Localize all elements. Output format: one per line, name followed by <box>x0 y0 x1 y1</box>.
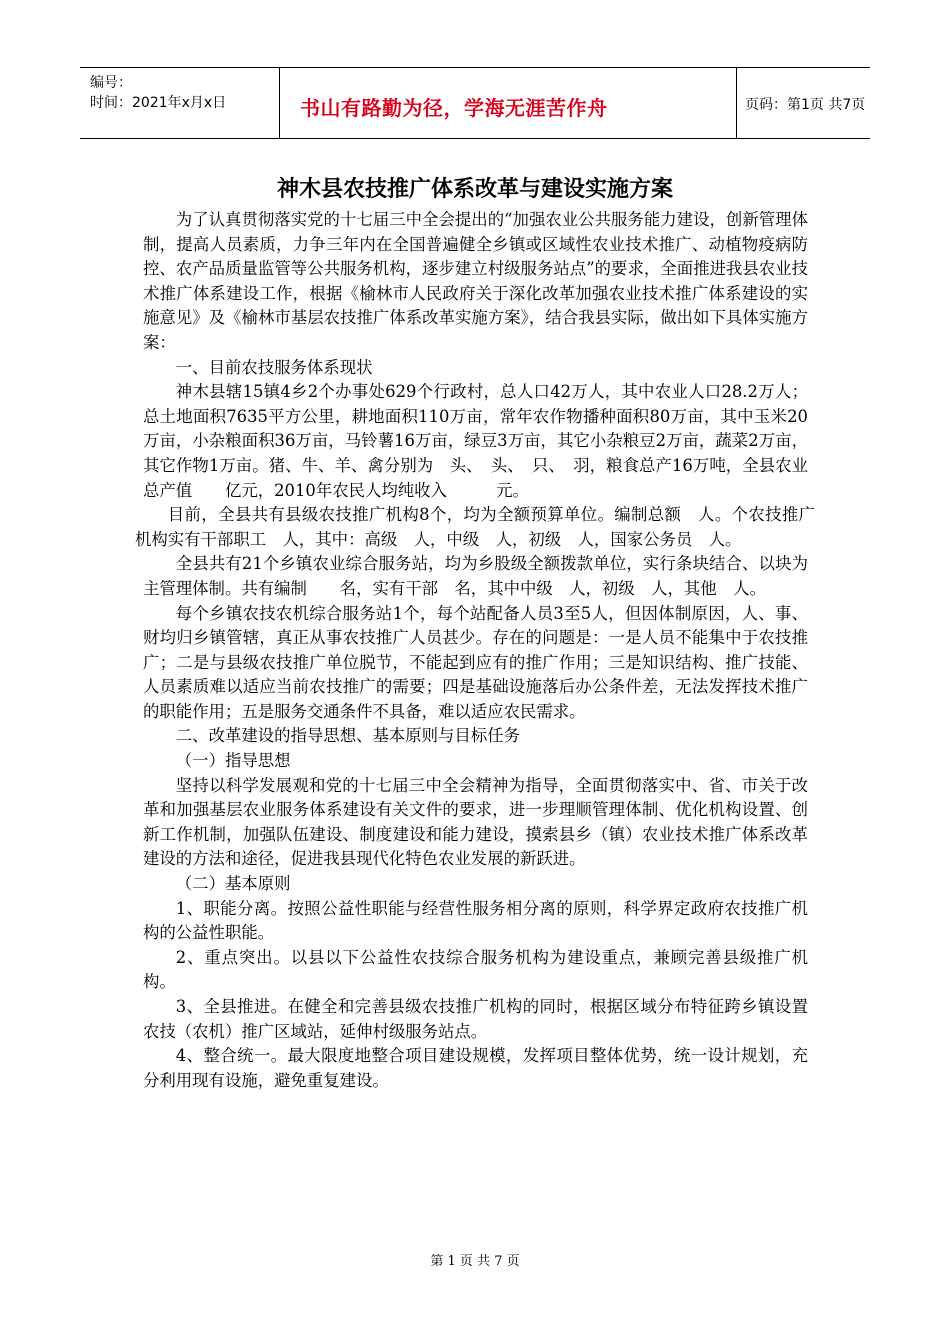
status-paragraph: 神木县辖15镇4乡2个办事处629个行政村，总人口42万人，其中农业人口28.2万人；总土地面积7635平方公里，耕地面积110万亩，常年农作物播种面积80万亩，其中玉米20万亩，小杂粮面积36万亩，马铃薯16万亩，绿豆3万亩，其它小杂粮豆2万亩，蔬菜2万亩，其它作物1万亩。猪、牛、羊、禽分别为 头、 头、 只、 羽，粮食总产16万吨，全县农业总产值 亿元，2010年农民人均纯收入 元。 <box>143 382 808 500</box>
principle-item-2: 2、重点突出。以县以下公益性农技综合服务机构为建设重点，兼顾完善县级推广机构。 <box>143 947 808 992</box>
document-date-label: 时间：2021年x月x日 <box>90 95 227 111</box>
section-heading-2: 二、改革建设的指导思想、基本原则与目标任务 <box>175 726 520 746</box>
document-header <box>80 67 870 139</box>
problems-paragraph: 每个乡镇农技农机综合服务站1个，每个站配备人员3至5人，但因体制原因，人、事、财均归乡镇管辖，真正从事农技推广人员甚少。存在的问题是：一是人员不能集中于农技推广；二是与县级农技推广单位脱节，不能起到应有的推广作用；三是知识结构、推广技能、人员素质难以适应当前农技推广的需要；四是基础设施落后办公条件差，无法发挥技术推广的职能作用；五是服务交通条件不具备，难以适应农民需求。 <box>143 603 808 721</box>
principle-item-3: 3、全县推进。在健全和完善县级农技推广机构的同时，根据区域分布特征跨乡镇设置农技（农机）推广区域站，延伸村级服务站点。 <box>143 997 808 1041</box>
page-footer: 第 1 页 共 7 页 <box>430 1254 520 1269</box>
header-meta-cell <box>80 68 280 138</box>
subsection-heading-principles: （二）基本原则 <box>175 874 291 894</box>
header-motto: 书山有路勤为径，学海无涯苦作舟 <box>300 96 608 120</box>
guiding-paragraph: 坚持以科学发展观和党的十七届三中全会精神为指导，全面贯彻落实中、省、市关于改革和加强基层农业服务体系建设有关文件的要求，进一步理顺管理体制、优化机构设置、创新工作机制，加强队伍建设、制度建设和能力建设，摸索县乡（镇）农业技术推广体系改革建设的方法和途径，促进我县现代化特色农业发展的新跃进。 <box>143 775 808 869</box>
header-page-cell <box>737 68 870 138</box>
township-stations-paragraph: 全县共有21个乡镇农业综合服务站，均为乡股级全额拨款单位，实行条块结合、以块为主管理体制。共有编制 名，实有干部 名，其中中级 人，初级 人，其他 人。 <box>143 554 808 598</box>
intro-paragraph: 为了认真贯彻落实党的十七届三中全会提出的“加强农业公共服务能力建设，创新管理体制，提高人员素质，力争三年内在全国普遍健全乡镇或区域性农业技术推广、动植物疫病防控、农产品质量监管等公共服务机构，逐步建立村级服务站点”的要求，全面推进我县农业技术推广体系建设工作，根据《榆林市人民政府关于深化改革加强农业技术推广体系建设的实施意见》及《榆林市基层农技推广体系改革实施方案》，结合我县实际，做出如下具体实施方案： <box>143 210 808 352</box>
document-number-label: 编号： <box>90 75 132 91</box>
county-agencies-paragraph: 目前，全县共有县级农技推广机构8个，均为全额预算单位。编制总额 人。个农技推广机构实有干部职工 人，其中：高级 人，中级 人，初级 人，国家公务员 人。 <box>135 505 815 549</box>
header-page-label: 页码：第1页 共7页 <box>745 97 866 113</box>
document-title: 神木县农技推广体系改革与建设实施方案 <box>276 177 673 202</box>
principle-item-1: 1、职能分离。按照公益性职能与经营性服务相分离的原则，科学界定政府农技推广机构的公益性职能。 <box>143 898 808 943</box>
section-heading-1: 一、目前农技服务体系现状 <box>175 357 373 377</box>
principle-item-4: 4、整合统一。最大限度地整合项目建设规模，发挥项目整体优势，统一设计规划，充分利用现有设施，避免重复建设。 <box>143 1046 808 1090</box>
header-motto-cell <box>280 68 737 138</box>
document-body <box>135 208 815 1093</box>
subsection-heading-guiding: （一）指导思想 <box>175 751 291 771</box>
